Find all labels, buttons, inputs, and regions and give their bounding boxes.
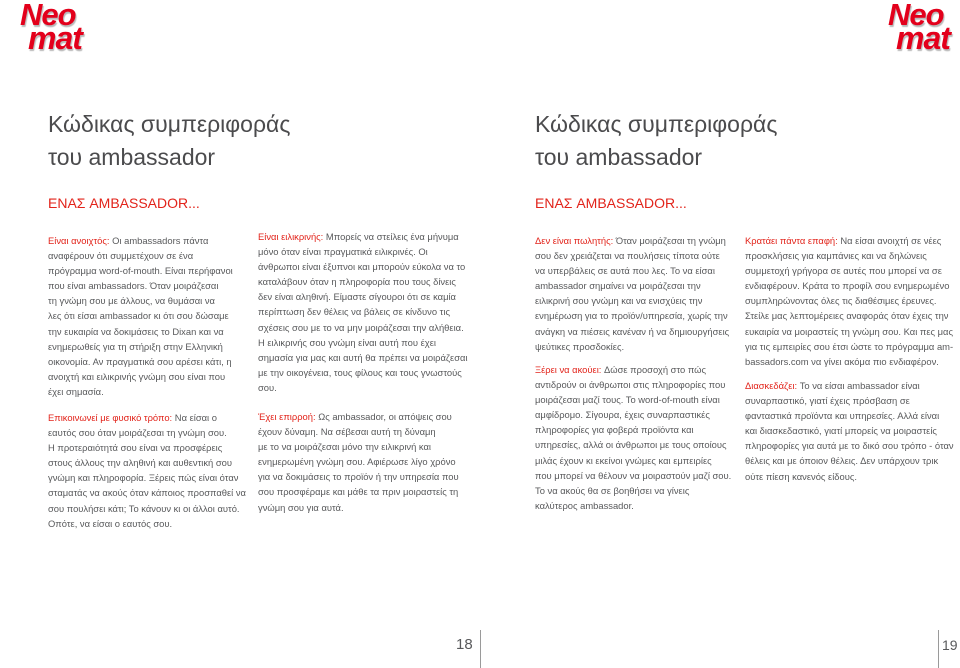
text-line: αναφέρουν ότι συμμετέχουν σε ένα xyxy=(48,250,194,262)
text-line: έχει σημασία. xyxy=(48,385,104,397)
text-line: για τις εμπειρίες σου έτσι ώστε το πρόγραμμα am- xyxy=(745,340,954,352)
text-line: πληροφορίες για αυτά με το δικό σου τρόπο - όταν xyxy=(745,440,954,452)
text-line: καταλάβουν όταν η πληροφορία που τους δίνεις xyxy=(258,276,456,288)
text-line: περίπτωση δεν θέλεις να βάλεις σε κίνδυνο τις xyxy=(258,306,450,318)
paragraph-lead: Ξέρει να ακούει: xyxy=(535,364,602,375)
text-line: συμπληρώνοντας όλες τις διαθέσιμες έρευνες. xyxy=(745,295,937,307)
paragraph xyxy=(258,409,472,515)
text-line: τη γνώμη σου με άλλους, να θυμάσαι να xyxy=(48,295,215,307)
text-line: πληροφορίες για φοβερά προϊόντα και xyxy=(535,424,694,436)
logo-text-bottom: mat xyxy=(28,20,82,56)
text-line: συναρπαστικό, γιατί έχεις πρόσβαση σε xyxy=(745,395,910,407)
text-line: προσκλήσεις για καμπάνιες και να δηλώνεις xyxy=(745,250,927,262)
paragraph-lead: Δεν είναι πωλητής: xyxy=(535,235,614,246)
page-number-divider xyxy=(938,630,939,668)
paragraph-lead: Διασκεδάζει: xyxy=(745,380,798,391)
paragraph xyxy=(535,233,738,354)
text-line xyxy=(258,409,472,424)
text-line: Το να ακούς θα σε βοηθήσει να γίνεις xyxy=(535,484,690,496)
text-line: φανταστικά προϊόντα και υπηρεσίες. Αλλά είναι xyxy=(745,410,940,422)
text-line-content: Να είσαι ανοιχτή σε νέες xyxy=(840,235,942,246)
paragraph-lead: Έχει επιρροή: xyxy=(258,411,316,422)
text-line-content: Να είσαι ο xyxy=(174,412,217,423)
brand-logo xyxy=(20,0,92,56)
text-line: υπηρεσίες, αλλά οι άνθρωποι με τους οποίους xyxy=(535,439,727,451)
text-line: σου προσφέραμε και μάθε τα πριν μοιραστείς τη xyxy=(258,486,459,498)
text-line: αντιδρούν οι άνθρωποι στις πληροφορίες που xyxy=(535,379,726,391)
paragraph xyxy=(745,378,957,484)
text-line: μόνο όταν είναι πραγματικά ειλικρινές. Οι xyxy=(258,246,428,258)
text-line: ψεύτικες προσδοκίες. xyxy=(535,340,625,352)
text-line: ευκαιρία να μοιραστείς τη γνώμη σου. Και πες μας xyxy=(745,325,953,337)
text-line: ενημερωμένη γνώμη σου. Αφιέρωσε λίγο χρόνο xyxy=(258,456,456,468)
section-heading: ΕΝΑΣ AMBASSADOR... xyxy=(535,195,687,211)
page-number: 18 xyxy=(456,636,473,653)
paragraph xyxy=(745,233,957,369)
text-line xyxy=(535,362,738,377)
text-line: συμμετοχή γρήγορα σε αυτές που μπορεί να σε xyxy=(745,265,942,277)
page-title-line: του ambassador xyxy=(535,144,703,170)
paragraph-lead: Είναι ειλικρινής: xyxy=(258,231,324,242)
text-line: μοιράζεσαι μαζί τους. Το word-of-mouth είναι xyxy=(535,394,720,406)
text-line: που είναι ambassadors. Όταν μοιράζεσαι xyxy=(48,280,219,292)
page-number-divider xyxy=(480,630,481,668)
text-line: στους άλλους την αληθινή και αυθεντική σου xyxy=(48,457,232,469)
text-line: ανοιχτή και ειλικρινής γνώμη σου είναι που xyxy=(48,370,226,382)
text-line: Στείλε μας λεπτομέρειες αναφοράς όταν έχεις την xyxy=(745,310,949,322)
text-line: αμφίδρομο. Σίγουρα, έχεις συναρπαστικές xyxy=(535,409,710,421)
page-number: 19 xyxy=(942,637,958,653)
text-line: ειλικρινή σου γνώμη και να ενισχύεις την xyxy=(535,295,703,307)
text-line: ενδιαφέρουν. Κράτα το προφίλ σου ενημερωμένο xyxy=(745,280,950,292)
page-title-line: του ambassador xyxy=(48,144,216,170)
text-line: σου. xyxy=(258,381,277,393)
text-line: και διασκεδαστικό, γιατί μπορείς να μοιραστείς xyxy=(745,425,937,437)
page-title-line: Κώδικας συμπεριφοράς xyxy=(48,111,291,137)
text-line: οικονομία. Αν πραγματικά σου αρέσει κάτι, η xyxy=(48,355,232,367)
text-line: δεν είναι αληθινή. Είμαστε σίγουροι ότι σε καμία xyxy=(258,291,456,303)
text-line: με την οικογένεια, τους φίλους και τους γνωστούς xyxy=(258,366,462,378)
paragraph xyxy=(535,362,738,513)
text-line: ενημέρωση για το προϊόν/υπηρεσία, χωρίς την xyxy=(535,310,728,322)
text-line: για να δοκιμάσεις το προϊόν ή την υπηρεσία που xyxy=(258,471,459,483)
text-line: λες ότι είσαι ambassador κι ότι σου δώσαμε xyxy=(48,310,229,322)
text-line-content: Μπορείς να στείλεις ένα μήνυμα xyxy=(325,231,459,242)
text-line-content: Όταν μοιράζεσαι τη γνώμη xyxy=(615,235,726,246)
text-line: την ευκαιρία να δοκιμάσεις το Dixan και να xyxy=(48,325,224,337)
page-title xyxy=(535,108,777,174)
text-line xyxy=(745,378,957,393)
page-title-line: Κώδικας συμπεριφοράς xyxy=(535,111,778,137)
text-line: θέλεις και με όποιον θέλεις. Δεν υπάρχουν τρικ xyxy=(745,455,939,467)
text-line: Οπότε, να είσαι ο εαυτός σου. xyxy=(48,517,173,529)
text-line-content: Το να είσαι ambassador είναι xyxy=(799,380,920,391)
text-line xyxy=(48,233,250,248)
text-line xyxy=(745,233,957,248)
text-line: σημασία για μας και αυτή θα πρέπει να μοιράζεσαι xyxy=(258,351,468,363)
text-line xyxy=(258,229,472,244)
text-line xyxy=(535,233,738,248)
paragraph xyxy=(48,233,250,399)
logo-text-bottom: mat xyxy=(896,20,950,56)
paragraph-lead: Επικοινωνεί με φυσικό τρόπο: xyxy=(48,412,173,423)
text-line: γνώμη σου για αυτά. xyxy=(258,501,344,513)
text-line: Η ειλικρινής σου γνώμη είναι αυτή που έχει xyxy=(258,336,436,348)
text-line: εαυτός σου όταν μοιράζεσαι τη γνώμη σου. xyxy=(48,427,227,439)
text-line-content: Οι ambassadors πάντα xyxy=(112,235,209,246)
paragraph-lead: Είναι ανοιχτός: xyxy=(48,235,110,246)
text-line: Η προτεραιότητά σου είναι να προσφέρεις xyxy=(48,442,223,454)
text-line: να υπερβάλεις σε αυτά που λες. Το να είσαι xyxy=(535,265,715,277)
logo-text-top: Neo xyxy=(888,0,944,32)
text-line: μιλάς έχουν κι εκείνοι γνώμες και εμπειρίες xyxy=(535,454,712,466)
paragraph-lead: Κρατάει πάντα επαφή: xyxy=(745,235,838,246)
text-line: ενημερωθείς για τη στήριξη στην Ελληνική xyxy=(48,340,223,352)
text-line xyxy=(48,410,250,425)
text-line: πρόγραμμα word-of-mouth. Είναι περήφανοι xyxy=(48,265,233,277)
paragraph xyxy=(48,410,250,531)
text-line: καλύτερος ambassador. xyxy=(535,499,634,511)
paragraph xyxy=(258,229,472,395)
text-line: άνθρωποι είναι έξυπνοι και μπορούν εύκολα να το xyxy=(258,261,466,273)
text-line: σου πουλήσει κάτι; Το κάνουν κι οι άλλοι αυτό. xyxy=(48,502,240,514)
text-line: σχέσεις σου με το να μην μοιράζεσαι την αλήθεια. xyxy=(258,321,464,333)
text-line: σου δεν χρειάζεται να πουλήσεις τίποτα ούτε xyxy=(535,250,720,262)
brand-logo xyxy=(888,0,960,56)
section-heading: ΕΝΑΣ AMBASSADOR... xyxy=(48,195,200,211)
text-line: bassadors.com να γίνει ακόμα πιο ενδιαφέρον. xyxy=(745,355,939,367)
text-line-content: Δώσε προσοχή στο πώς xyxy=(604,364,707,375)
text-line: έχουν δύναμη. Να σέβεσαι αυτή τη δύναμη xyxy=(258,426,436,438)
text-line: γνώμη και πληροφορία. Ξέρεις πώς είναι όταν xyxy=(48,472,239,484)
text-line: ανάγκη να πιέσεις κανέναν ή να δημιουργήσεις xyxy=(535,325,730,337)
text-line: με το να μοιράζεσαι μόνο την ειλικρινή και xyxy=(258,441,431,453)
page-title xyxy=(48,108,290,174)
logo-text-top: Neo xyxy=(20,0,76,32)
text-line: σταματάς να ακούς όταν κάποιος προσπαθεί να xyxy=(48,487,246,499)
text-line: ούτε πίεση κανενός είδους. xyxy=(745,470,857,482)
text-line-content: Ως ambassador, οι απόψεις σου xyxy=(318,411,452,422)
text-line: ambassador σημαίνει να μοιράζεσαι την xyxy=(535,280,701,292)
text-line: που μπορεί να θέλουν να μοιραστούν μαζί σου. xyxy=(535,469,732,481)
